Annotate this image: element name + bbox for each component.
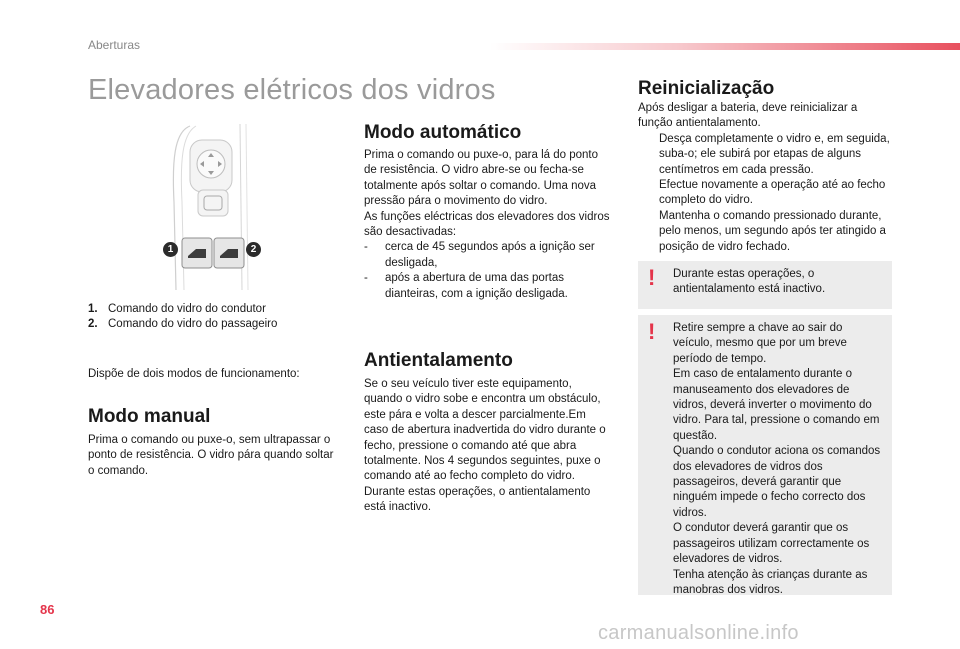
door-panel-illustration	[160, 122, 268, 294]
modo-automatico-body: Prima o comando ou puxe-o, para lá do ponto de resistência. O vidro abre-se ou fecha-se totalmente após soltar o comando. Uma nova pressão pára o movimento do vidro.	[364, 149, 598, 208]
callout-2: 2	[246, 242, 261, 257]
list-item: - após a abertura de uma das portas dianteiras, com a ignição desligada.	[364, 272, 568, 300]
antientalamento-body: Se o seu veículo tiver este equipamento, quando o vidro sobe e encontra um obstáculo, este pára e volta a descer parcialmente.Em caso de abertura inadvertida do vidro durante o fecho, pressione o comando até que abra totalmente. Nos 4 segundos seguintes, puxe o comando até ao fecho completo do vidro. Durante estas operações, o antientalamento está inactivo.	[364, 378, 606, 514]
warning-text: Retire sempre a chave ao sair do veículo, mesmo que por um breve período de tempo. Em caso de entalamento durante o manuseamento dos elevadores de vidros, deverá inverter o movimento do vidro. Para tal, pressione o comando em questão. Quando o condutor aciona os comandos dos elevadores de vidros dos passageiros, deverá garantir que ninguém impede o fecho correcto dos vidros. O condutor deverá garantir que os passageiros utilizam correctamente os elevadores de vidros. Tenha atenção às crianças durante as manobras dos vidros.	[673, 322, 881, 596]
header-accent-bar	[490, 43, 960, 50]
warning-icon: !	[648, 265, 656, 290]
reinicializacao-title: Reinicialização	[638, 78, 775, 99]
modo-manual-title: Modo manual	[88, 406, 211, 427]
reinicializacao-intro: Após desligar a bateria, deve reinicializar a função antientalamento.	[638, 102, 858, 130]
list-item: Mantenha o comando pressionado durante, pelo menos, um segundo após ter atingido a posição de vidro fechado.	[659, 209, 886, 253]
figure-captions	[88, 302, 338, 332]
warning-box-1	[638, 261, 892, 309]
callout-1: 1	[163, 242, 178, 257]
modo-automatico-section	[364, 148, 612, 302]
page-title: Elevadores elétricos dos vidros	[88, 74, 496, 106]
modo-manual-body: Prima o comando ou puxe-o, sem ultrapassar o ponto de resistência. O vidro pára quando soltar o comando.	[88, 434, 334, 477]
warning-box-2	[638, 315, 892, 595]
reinicializacao-steps	[638, 132, 892, 255]
deactivation-list	[364, 240, 612, 302]
list-item: Efectue novamente a operação até ao fecho completo do vidro.	[659, 179, 886, 207]
modo-automatico-title: Modo automático	[364, 122, 522, 143]
warning-icon: !	[648, 319, 656, 344]
caption-1: 1. Comando do vidro do condutor	[88, 303, 266, 315]
window-control-figure	[160, 122, 268, 294]
warning-text: Durante estas operações, o antientalamento está inactivo.	[673, 268, 826, 296]
section-header: Aberturas	[88, 38, 141, 52]
caption-2: 2. Comando do vidro do passageiro	[88, 318, 278, 330]
watermark: carmanualsonline.info	[598, 622, 799, 644]
page-number: 86	[40, 602, 55, 617]
reinicializacao-section	[638, 101, 892, 255]
modo-automatico-body2: As funções eléctricas dos elevadores dos vidros são desactivadas:	[364, 210, 610, 239]
intro-text: Dispõe de dois modos de funcionamento:	[88, 368, 300, 380]
antientalamento-title: Antientalamento	[364, 350, 513, 371]
list-item: Desça completamente o vidro e, em seguida, suba-o; ele subirá por etapas de alguns centímetros em cada pressão.	[659, 132, 890, 176]
list-item: - cerca de 45 segundos após a ignição ser desligada,	[364, 241, 595, 269]
